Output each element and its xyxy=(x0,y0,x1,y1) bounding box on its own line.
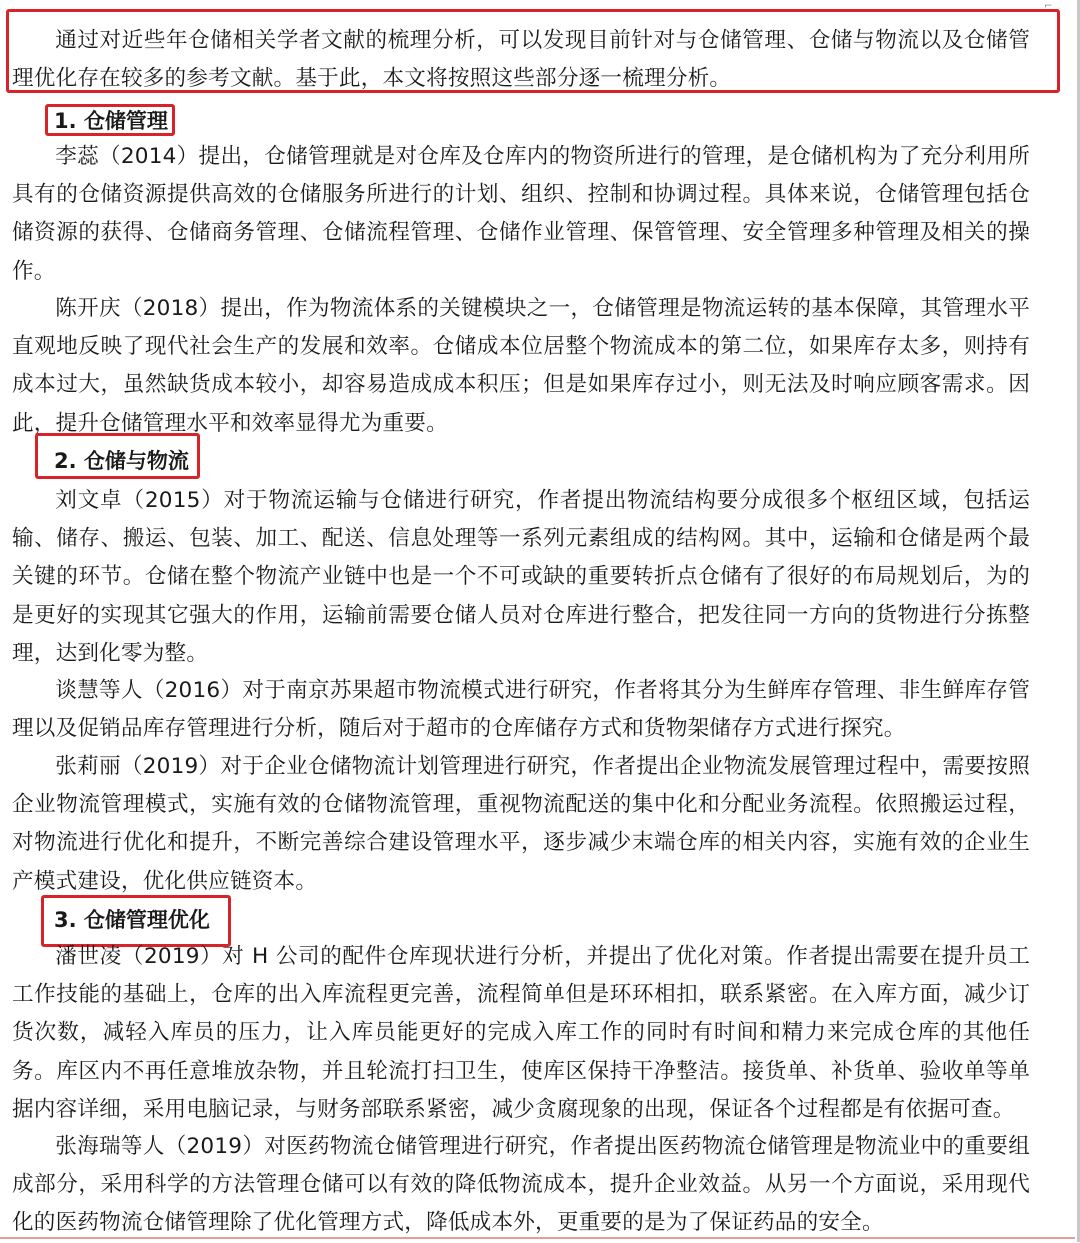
paragraph-zhang-hairui: 张海瑞等人（2019）对医药物流仓储管理进行研究，作者提出医药物流仓储管理是物流业中的重要组成部分，采用科学的方法管理仓储可以有效的降低物流成本，提升企业效益。从另一个方面说，采用现代化的医药物流仓储管理除了优化管理方式，降低成本外，更重要的是为了保证药品的安全。 xyxy=(12,1134,1030,1236)
paragraph-zhang-lili: 张莉丽（2019）对于企业仓储物流计划管理进行研究，作者提出企业物流发展管理过程中，需要按照企业物流管理模式，实施有效的仓储物流管理，重视物流配送的集中化和分配业务流程。依照搬运过程，对物流进行优化和提升，不断完善综合建设管理水平，逐步减少末端仓库的相关内容，实施有效的企业生产模式建设，优化供应链资本。 xyxy=(12,754,1030,894)
paragraph-chen-kaiqing: 陈开庆（2018）提出，作为物流体系的关键模块之一，仓储管理是物流运转的基本保障，其管理水平直观地反映了现代社会生产的发展和效率。仓储成本位居整个物流成本的第二位，如果库存太多，则持有成本过大，虽然缺货成本较小，却容易造成成本积压；但是如果库存过小，则无法及时响应顾客需求。因此，提升仓储管理水平和效率显得尤为重要。 xyxy=(12,296,1030,436)
paragraph-pan-shiling: 潘世凌（2019）对 H 公司的配件仓库现状进行分析，并提出了优化对策。作者提出需要在提升员工工作技能的基础上，仓库的出入库流程更完善，流程简单但是环环相扣，联系紧密。在入库方面，减少订货次数，减轻入库员的压力，让入库员能更好的完成入库工作的同时有时间和精力来完成仓库的其他任务。库区内不再任意堆放杂物，并且轮流打扫卫生，使库区保持干净整洁。接货单、补货单、验收单等单据内容详细，采用电脑记录，与财务部联系紧密，减少贪腐现象的出现，保证各个过程都是有依据可查。 xyxy=(12,944,1030,1122)
page-bottom-divider xyxy=(0,1237,1075,1239)
paragraph-liu-wenzhuo: 刘文卓（2015）对于物流运输与仓储进行研究，作者提出物流结构要分成很多个枢纽区域，包括运输、储存、搬运、包装、加工、配送、信息处理等一系列元素组成的结构网。其中，运输和仓储是两个最关键的环节。仓储在整个物流产业链中也是一个不可或缺的重要转折点仓储有了很好的布局规划后，为的是更好的实现其它强大的作用，运输前需要仓储人员对仓库进行整合，把发往同一方向的货物进行分拣整理，达到化零为整。 xyxy=(12,488,1030,666)
corner-mark-icon: ⌐ xyxy=(1044,1,1053,12)
section-heading-1: 1. 仓储管理 xyxy=(54,109,168,133)
paragraph-tan-hui: 谈慧等人（2016）对于南京苏果超市物流模式进行研究，作者将其分为生鲜库存管理、非生鲜库存管理以及促销品库存管理进行分析，随后对于超市的仓库储存方式和货物架储存方式进行探究。 xyxy=(12,678,1030,742)
section-heading-3: 3. 仓储管理优化 xyxy=(54,908,210,932)
paragraph-li-rui: 李蕊（2014）提出，仓储管理就是对仓库及仓库内的物资所进行的管理，是仓储机构为了充分利用所具有的仓储资源提供高效的仓储服务所进行的计划、组织、控制和协调过程。具体来说，仓储管理包括仓储资源的获得、仓储商务管理、仓储流程管理、仓储作业管理、保管管理、安全管理多种管理及相关的操作。 xyxy=(12,144,1030,284)
section-heading-2: 2. 仓储与物流 xyxy=(54,449,189,473)
intro-paragraph: 通过对近些年仓储相关学者文献的梳理分析，可以发现目前针对与仓储管理、仓储与物流以及仓储管理优化存在较多的参考文献。基于此，本文将按照这些部分逐一梳理分析。 xyxy=(12,28,1030,92)
